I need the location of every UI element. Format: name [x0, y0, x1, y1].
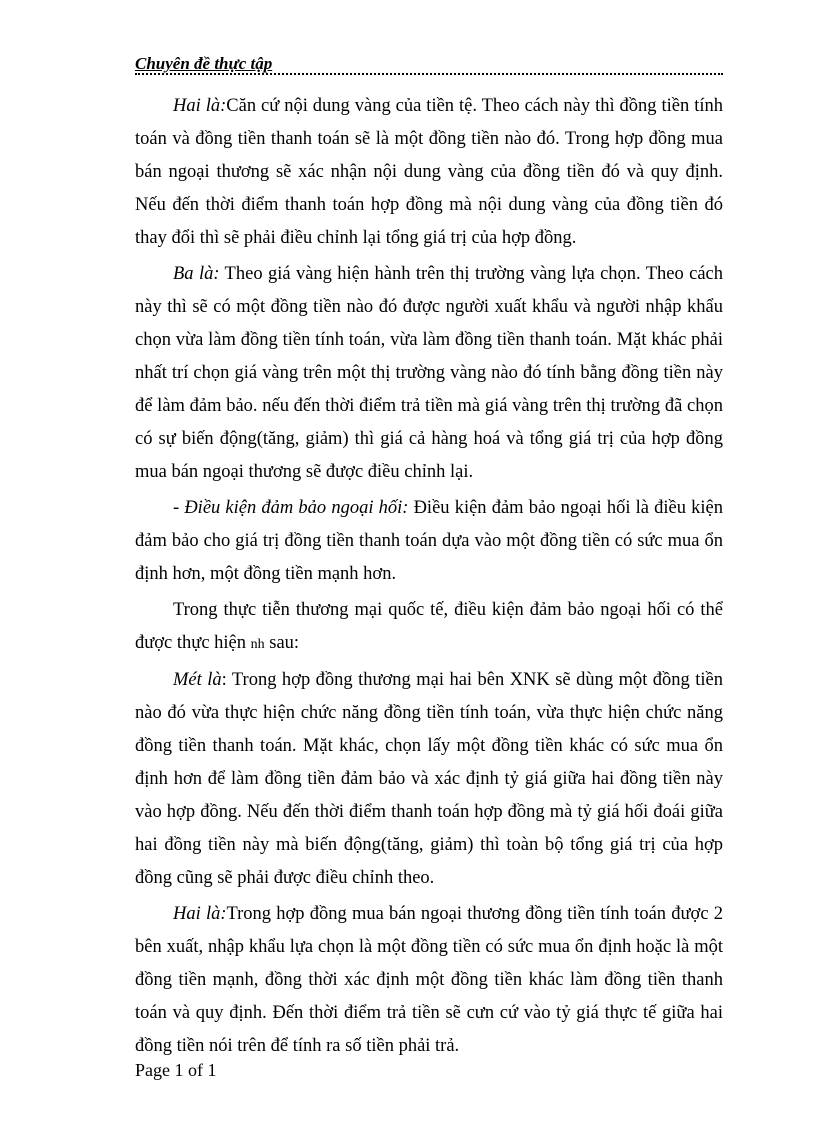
paragraph-foreign-exchange-condition [135, 492, 723, 591]
paragraph-mot-la-guarantee-currency [135, 664, 723, 895]
paragraph-text: : Trong hợp đồng thương mại hai bên XNK sẽ dùng một đồng tiền nào đó vừa thực hiện chức năng đồng tiền tính toán, vừa thực hiện chức năng đồng tiền thanh toán. Mặt khác, chọn lấy một đồng tiền khác có sức mua ổn định hơn để làm đồng tiền đảm bảo và xác định tỷ giá giữa hai đồng tiền này vào hợp đồng. Nếu đến thời điểm thanh toán hợp đồng mà tỷ giá hối đoái giữa hai đồng tiền này mà biến động(tăng, giảm) thì toàn bộ tổng giá trị của hợp đồng cũng sẽ phải được điều chỉnh theo. [135, 670, 724, 888]
paragraph-text: Điều kiện đảm bảo ngoại hối là điều kiện đảm bảo cho giá trị đồng tiền thanh toán dựa vào một đồng tiền có sức mua ổn định hơn, một đồng tiền mạnh hơn. [135, 498, 723, 584]
page-header [135, 50, 723, 78]
paragraph-text: Căn cứ nội dung vàng của tiền tệ. Theo cách này thì đồng tiền tính toán và đồng tiền thanh toán sẽ là một đồng tiền nào đó. Trong hợp đồng mua bán ngoại thương sẽ xác nhận nội dung vàng của đồng tiền đó và quy định. Nếu đến thời điểm thanh toán hợp đồng mà nội dung vàng của đồng tiền đó thay đổi thì sẽ phải điều chỉnh lại tổng giá trị của hợp đồng. [135, 96, 723, 248]
paragraph-hai-la-strong-currency [135, 898, 723, 1063]
document-body [135, 90, 723, 1066]
header-title: Chuyên đề thực tập [135, 54, 273, 73]
paragraph-text: Trong hợp đồng mua bán ngoại thương đồng tiền tính toán được 2 bên xuất, nhập khẩu lựa chọn là một đồng tiền có sức mua ổn định hoặc là một đồng tiền mạnh, đồng thời xác định một đồng tiền khác làm đồng tiền thanh toán và quy định. Đến thời điểm trả tiền sẽ cưn cứ vào tỷ giá thực tế giữa hai đồng tiền nói trên để tính ra số tiền phải trả. [135, 904, 723, 1056]
paragraph-lead: Ba là: [173, 264, 220, 284]
paragraph-text-tail: sau: [264, 633, 300, 653]
page-footer [135, 1060, 216, 1081]
paragraph-small-fragment: nh [250, 637, 265, 652]
page-number-label: Page 1 of 1 [135, 1060, 217, 1080]
header-dotted-rule [135, 73, 723, 75]
paragraph-hai-la-gold-content [135, 90, 723, 255]
paragraph-lead: Mét là [173, 670, 222, 690]
paragraph-lead: Hai là: [173, 904, 227, 924]
paragraph-lead: - Điều kiện đảm bảo ngoại hối: [173, 498, 409, 518]
paragraph-practice-intro [135, 594, 723, 661]
paragraph-text: Theo giá vàng hiện hành trên thị trường vàng lựa chọn. Theo cách này thì sẽ có một đồng tiền nào đó được người xuất khẩu và người nhập khẩu chọn vừa làm đồng tiền tính toán, vừa làm đồng tiền thanh toán. Mặt khác phải nhất trí chọn giá vàng trên một thị trường vàng nào đó tính bằng đồng tiền này để làm đảm bảo. nếu đến thời điểm trả tiền mà giá vàng trên thị trường đã chọn có sự biến động(tăng, giảm) thì giá cả hàng hoá và tổng giá trị của hợp đồng mua bán ngoại thương sẽ được điều chỉnh lại. [135, 264, 723, 482]
paragraph-text: Trong thực tiễn thương mại quốc tế, điều kiện đảm bảo ngoại hối có thể được thực hiện [135, 600, 723, 653]
paragraph-ba-la-gold-price [135, 258, 723, 489]
paragraph-lead: Hai là: [173, 96, 227, 116]
